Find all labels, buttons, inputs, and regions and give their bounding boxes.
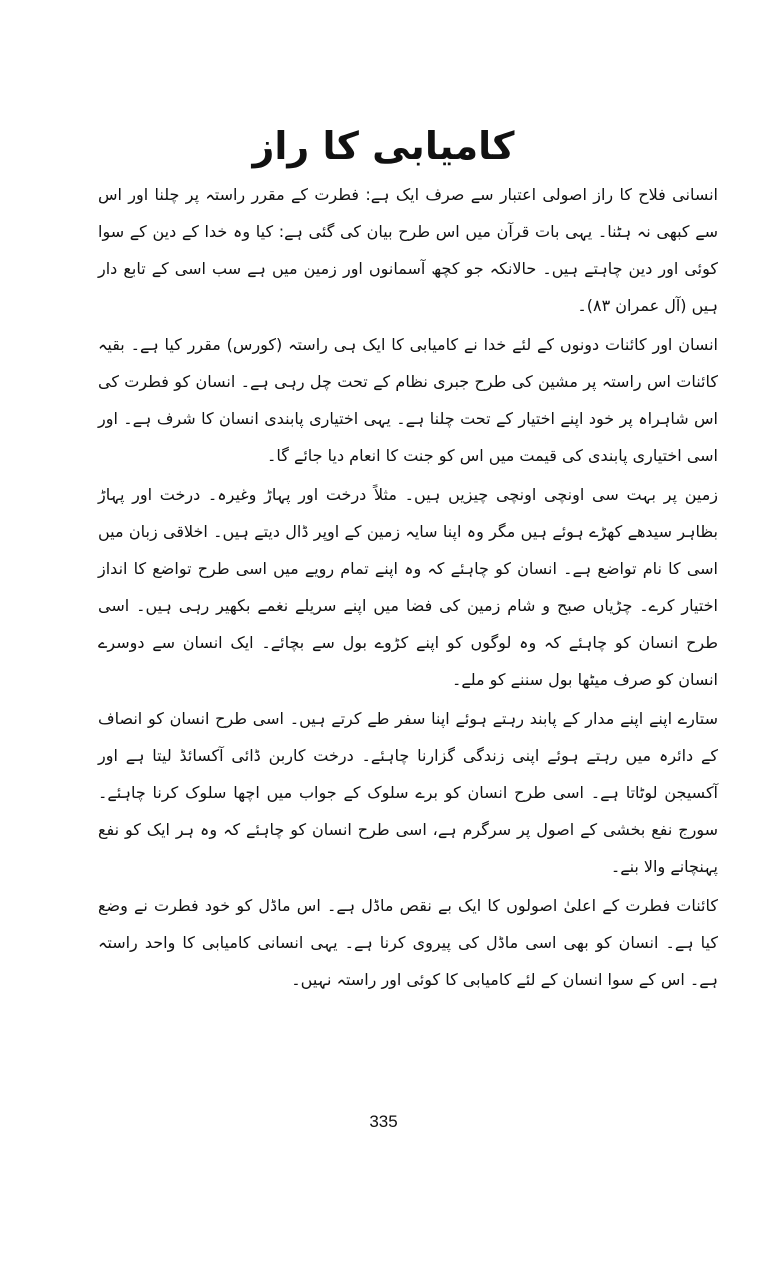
paragraph-1: انسانی فلاح کا راز اصولی اعتبار سے صرف ایک ہے: فطرت کے مقرر راستہ پر چلنا اور اس سے کبھی نہ ہٹنا۔ یہی بات قرآن میں اس طرح بیان کی گئی ہے: کیا وہ خدا کے دین کے سوا کوئی اور دین چاہتے ہیں۔ حالانکہ جو کچھ آسمانوں اور زمین میں ہے سب اسی کے تابع دار ہیں (آل عمران ۸۳)۔	[98, 185, 718, 315]
paragraph-4: ستارے اپنے اپنے مدار کے پابند رہتے ہوئے اپنا سفر طے کرتے ہیں۔ اسی طرح انسان کو انصاف کے دائرہ میں رہتے ہوئے اپنی زندگی گزارنا چاہئے۔ درخت کاربن ڈائی آکسائڈ لیتا ہے اور آکسیجن لوٹاتا ہے۔ اسی طرح انسان کو برے سلوک کے جواب میں اچھا سلوک کرنا چاہئے۔ سورج نفع بخشی کے اصول پر سرگرم ہے، اسی طرح انسان کو چاہئے کہ وہ ہر ایک کو نفع پہنچانے والا بنے۔	[98, 709, 718, 876]
paragraph-2: انسان اور کائنات دونوں کے لئے خدا نے کامیابی کا ایک ہی راستہ (کورس) مقرر کیا ہے۔ بقیہ کائنات اس راستہ پر مشین کی طرح جبری نظام کے تحت چل رہی ہے۔ انسان کو فطرت کی اس شاہراہ پر خود اپنے اختیار کے تحت چلنا ہے۔ یہی اختیاری پابندی انسان کا شرف ہے۔ اور اسی اختیاری پابندی کی قیمت میں اس کو جنت کا انعام دیا جائے گا۔	[98, 335, 718, 465]
page-number: 335	[369, 1112, 398, 1131]
paragraph-3: زمین پر بہت سی اونچی اونچی چیزیں ہیں۔ مثلاً درخت اور پہاڑ وغیرہ۔ درخت اور پہاڑ بظاہر سیدھے کھڑے ہوئے ہیں مگر وہ اپنا سایہ زمین کے اوپر ڈال دیتے ہیں۔ اخلاقی زبان میں اسی کا نام تواضع ہے۔ انسان کو چاہئے کہ وہ اپنے تمام رویے میں اسی طرح تواضع کا انداز اختیار کرے۔ چڑیاں صبح و شام زمین کی فضا میں اپنے سریلے نغمے بکھیر رہی ہیں۔ اسی طرح انسان کو چاہئے کہ وہ لوگوں کو اپنے کڑوے بول سے بچائے۔ ایک انسان سے دوسرے انسان کو صرف میٹھا بول سننے کو ملے۔	[98, 485, 718, 689]
chapter-title: کامیابی کا راز	[252, 124, 515, 168]
paragraph-5: کائنات فطرت کے اعلیٰ اصولوں کا ایک بے نقص ماڈل ہے۔ اس ماڈل کو خود فطرت نے وضع کیا ہے۔ انسان کو بھی اسی ماڈل کی پیروی کرنا ہے۔ یہی انسانی کامیابی کا واحد راستہ ہے۔ اس کے سوا انسان کے لئے کامیابی کا کوئی اور راستہ نہیں۔	[98, 896, 718, 989]
body-text	[98, 176, 718, 998]
